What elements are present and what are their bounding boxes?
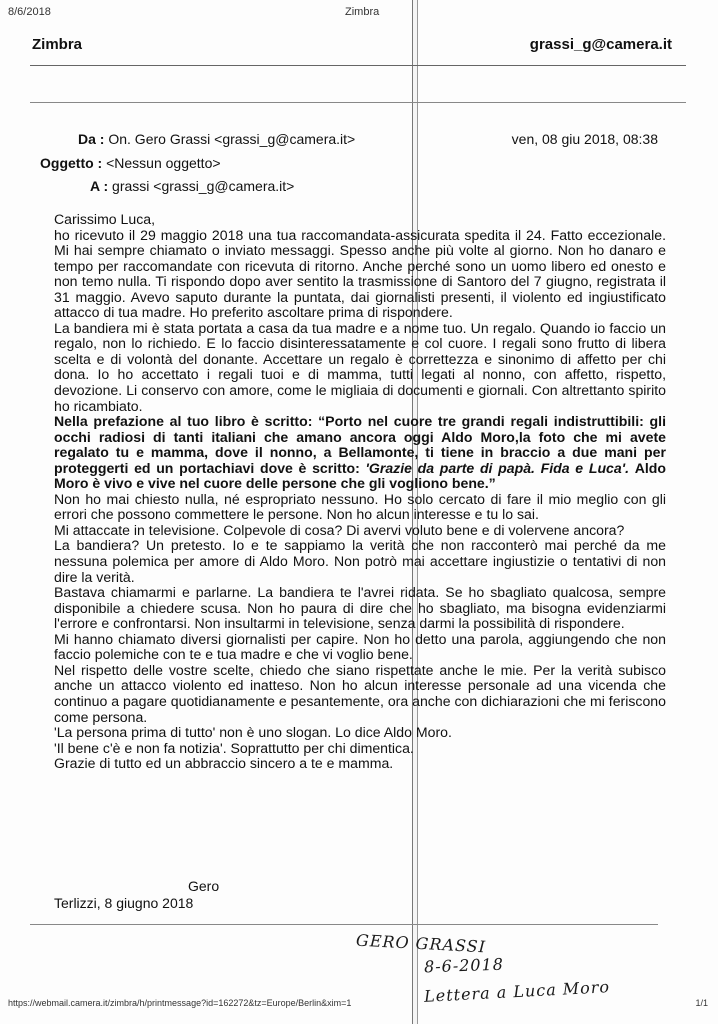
to-label: A : (90, 178, 109, 194)
paragraph-3-italic: 'Grazie da parte di papà. Fida e Luca'. (365, 459, 629, 476)
to-row (90, 178, 294, 194)
subject-label: Oggetto : (40, 155, 103, 171)
zimbra-logo-text: Zimbra (32, 36, 83, 53)
footer-divider (30, 924, 658, 925)
paragraph-2: La bandiera mi è stata portata a casa da tua madre e a nome tuo. Un regalo. Quando io faccio un regalo, non lo richiedo. E lo faccio disinteressatamente e col cuore. I regali sono frutto di libera scelta e di volontà del donante. Accettare un regalo è correttezza e sinonimo di affetto per chi dona. Io ho accettato i regali tuoi e di mamma, tutti legati al nonno, con affetto, rispetto, devozione. Li conservo con amore, come le migliaia di documenti e giornali. Con altrettanto spirito ho ricambiato. (54, 319, 666, 414)
paragraph-7: Bastava chiamarmi e parlarne. La bandiera te l'avrei ridata. Se ho sbagliato qualcosa, sempre disponibile a chiedere scusa. Non ho paura di dire che ho sbagliato, ma bisogna evidenziarmi l'errore e confrontarsi. Non insultarmi in televisione, senza darmi la possibilità di rispondere. (54, 584, 666, 632)
handwritten-name: GERO GRASSI (355, 930, 487, 957)
paragraph-9: Nel rispetto delle vostre scelte, chiedo che siano rispettate anche le mie. Per la verità subisco anche un attacco violento ed inatteso. Non ho alcun interesse personale ad una vicenda che continuo a pagare quotidianamente e pesantemente, ora anche con dichiarazioni che mi feriscono come persona. (54, 661, 666, 725)
signature-name: Gero (188, 878, 220, 894)
subject-value: <Nessun oggetto> (106, 155, 221, 171)
to-value: grassi <grassi_g@camera.it> (112, 178, 295, 194)
subject-row (40, 155, 221, 171)
paragraph-8: Mi hanno chiamato diversi giornalisti per capire. Non ho detto una parola, aggiungendo che non faccio polemiche con te e tua madre e che vi voglio bene. (54, 630, 666, 663)
header-divider (30, 65, 686, 66)
print-app-name: Zimbra (345, 6, 380, 18)
message-divider (30, 102, 686, 103)
from-label: Da : (78, 131, 105, 147)
paragraph-1: ho ricevuto il 29 maggio 2018 una tua raccomandata-assicurata spedita il 24. Fatto eccezionale. Mi hai sempre chiamato o inviato messaggi. Spesso anche più volte al giorno. Non ho danaro e tempo per raccomandate con ricevuta di ritorno. Anche perché sono un uomo libero ed onesto e non temo nulla. Ti rispondo dopo aver sentito la trasmissione di Santoro del 7 giugno, registrata il 31 maggio. Avevo saputo durante la puntata, dai giornalisti presenti, il violento ed ingiustificato attacco di tua madre. Ho preferito ascoltare prima di rispondere. (54, 226, 666, 321)
from-value: On. Gero Grassi <grassi_g@camera.it> (108, 131, 356, 147)
handwritten-note: Lettera a Luca Moro (423, 977, 611, 1006)
paragraph-10: 'La persona prima di tutto' non è uno slogan. Lo dice Aldo Moro. (54, 724, 452, 741)
paragraph-3-bold: Nella prefazione al tuo libro è scritto: “Porto nel cuore tre grandi regali indistruttibili: gli occhi radiosi di tanti italiani che amano ancora oggi Aldo Moro,la foto che mi avete regalato tu e mamma, dove il nonno, a Bellamonte, ti tiene in braccio a due mani per proteggerti ed un portachiavi dove è scritto: (54, 413, 666, 476)
from-row (78, 131, 355, 147)
signature-place-date: Terlizzi, 8 giugno 2018 (54, 895, 194, 911)
paragraph-12: Grazie di tutto ed un abbraccio sincero a te e mamma. (54, 755, 394, 772)
handwritten-date: 8-6-2018 (423, 954, 505, 977)
paragraph-11: 'Il bene c'è e non fa notizia'. Soprattutto per chi dimentica. (54, 739, 414, 756)
paragraph-3 (54, 414, 666, 492)
message-date: ven, 08 giu 2018, 08:38 (511, 131, 658, 147)
paragraph-3-end: Aldo Moro è vivo e vive nel cuore delle persone che gli vogliono bene.” (54, 459, 666, 492)
paragraph-5: Mi attaccate in televisione. Colpevole di cosa? Di avervi voluto bene e di volervene ancora? (54, 521, 625, 538)
print-url: https://webmail.camera.it/zimbra/h/printmessage?id=162272&tz=Europe/Berlin&xim=1 (8, 998, 352, 1008)
account-email: grassi_g@camera.it (529, 36, 672, 53)
paragraph-6: La bandiera? Un pretesto. Io e te sappiamo la verità che non racconterò mai perché da me nessuna polemica per amore di Aldo Moro. Non potrò mai accettare ingiustizie o tentativi di non dire la verità. (54, 537, 666, 585)
print-date: 8/6/2018 (8, 6, 51, 18)
paragraph-4: Non ho mai chiesto nulla, né espropriato nessuno. Ho solo cercato di fare il mio meglio con gli errori che possono commettere le persone. Non ho alcun interesse e tu lo sai. (54, 490, 666, 523)
page-number: 1/1 (695, 998, 708, 1008)
message-body (54, 212, 666, 772)
greeting: Carissimo Luca, (54, 211, 156, 227)
